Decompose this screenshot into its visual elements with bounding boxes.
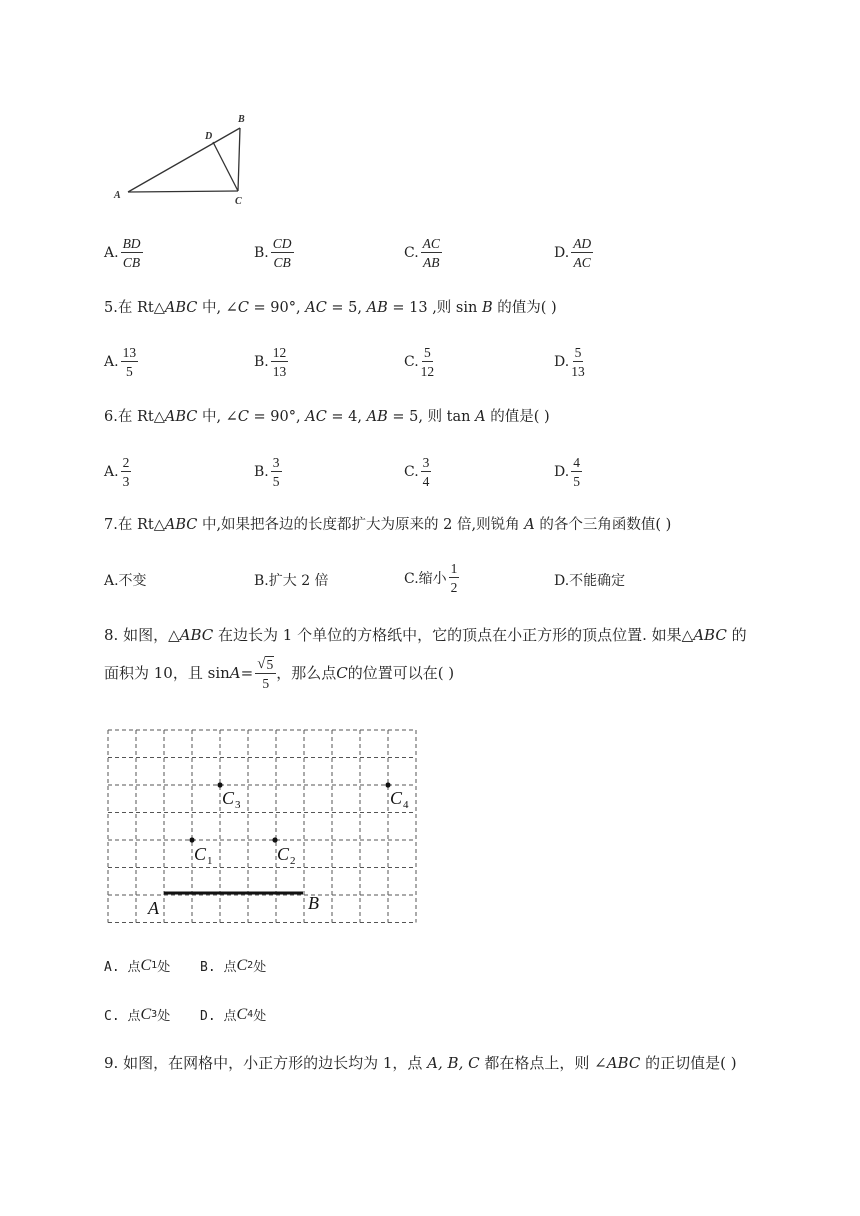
point-c1 bbox=[189, 837, 194, 842]
q5-option-c[interactable] bbox=[404, 345, 434, 379]
label-b: B bbox=[238, 114, 245, 125]
q6-stem: 6.在 Rt△ABC 中, ∠C = 90°, AC = 4, AB = 5, 则 tan A 的值是( ) bbox=[104, 409, 550, 425]
q6-option-d[interactable] bbox=[554, 455, 582, 489]
option-letter: A. bbox=[104, 245, 119, 261]
q5-option-b[interactable] bbox=[254, 345, 288, 379]
q7-option-d[interactable]: D.不能确定 bbox=[554, 573, 626, 589]
q6-option-b[interactable] bbox=[254, 455, 282, 489]
segment-cd bbox=[213, 142, 238, 191]
grid-label-a: A bbox=[148, 898, 159, 918]
numerator: 2 bbox=[122, 455, 130, 470]
denominator: 13 bbox=[272, 364, 287, 379]
numerator: 3 bbox=[272, 455, 280, 470]
denominator: CB bbox=[273, 255, 291, 270]
numerator: AC bbox=[422, 236, 440, 251]
option-letter: D. bbox=[554, 245, 570, 261]
option-letter: B. bbox=[254, 245, 269, 261]
denominator: 2 bbox=[450, 580, 458, 595]
grid-label-c2-sub: 2 bbox=[290, 855, 296, 867]
grid-label-b: B bbox=[308, 893, 319, 913]
label-d: D bbox=[205, 131, 213, 142]
q4-option-a[interactable] bbox=[104, 236, 143, 270]
q6-option-c[interactable] bbox=[404, 455, 431, 489]
label-c: C bbox=[235, 196, 242, 207]
denominator: AC bbox=[573, 255, 591, 270]
q4-option-b[interactable] bbox=[254, 236, 294, 270]
denominator: CB bbox=[122, 255, 141, 270]
q8-option-d[interactable]: D. 点 C 4 处 bbox=[200, 1005, 267, 1024]
segment-bc bbox=[238, 128, 240, 191]
sqrt-icon: √ bbox=[257, 656, 266, 672]
denominator: 5 bbox=[125, 364, 133, 379]
q7-option-c[interactable] bbox=[404, 561, 459, 595]
option-letter: B. bbox=[254, 464, 269, 480]
numerator: 5 bbox=[424, 345, 431, 360]
numerator: AD bbox=[573, 236, 592, 251]
denominator: 3 bbox=[122, 474, 130, 489]
q4-option-d[interactable] bbox=[554, 236, 593, 270]
denominator: 12 bbox=[420, 364, 435, 379]
option-letter: D. bbox=[554, 354, 570, 370]
q9-stem: 9. 如图，在网格中，小正方形的边长均为 1，点 A, B, C 都在格点上，则 ∠ABC 的正切值是( ) bbox=[104, 1054, 737, 1072]
option-letter: C. bbox=[404, 354, 419, 370]
segment-ab bbox=[128, 128, 240, 192]
option-letter: A. bbox=[104, 354, 119, 370]
option-letter: A. bbox=[104, 464, 119, 480]
grid-label-c4: C bbox=[390, 788, 403, 808]
q8-stem-line1: 8. 如图，△ABC 在边长为 1 个单位的方格纸中，它的顶点在小正方形的顶点位置. 如果△ABC 的 bbox=[104, 626, 747, 644]
grid-label-c1: C bbox=[194, 844, 207, 864]
numerator: 4 bbox=[573, 455, 580, 470]
grid-label-c4-sub: 4 bbox=[403, 799, 409, 811]
point-c2 bbox=[272, 837, 277, 842]
point-c3 bbox=[217, 782, 222, 787]
denominator: 5 bbox=[573, 474, 580, 489]
option-text: C.缩小 bbox=[404, 571, 447, 587]
option-letter: C. bbox=[404, 245, 419, 261]
numerator: 5 bbox=[574, 345, 582, 360]
sqrt5-over-5-fraction: √ 5 5 bbox=[255, 656, 276, 691]
numerator: 1 bbox=[450, 561, 458, 576]
option-letter: D. bbox=[554, 464, 570, 480]
denominator: 4 bbox=[422, 474, 430, 489]
numerator: 12 bbox=[272, 345, 287, 360]
q5-stem: 5.在 Rt△ABC 中, ∠C = 90°, AC = 5, AB = 13 ,则 sin B 的值为( ) bbox=[104, 300, 557, 316]
numerator: CD bbox=[272, 236, 292, 251]
option-letter: C. bbox=[404, 464, 419, 480]
q4-option-c[interactable] bbox=[404, 236, 442, 270]
q5-option-d[interactable] bbox=[554, 345, 585, 379]
q6-option-a[interactable] bbox=[104, 455, 131, 489]
q7-option-b[interactable]: B.扩大 2 倍 bbox=[254, 573, 329, 589]
q8-grid-figure bbox=[106, 726, 418, 926]
numerator: 3 bbox=[422, 455, 430, 470]
q8-option-c[interactable]: C. 点 C 3 处 bbox=[104, 1005, 171, 1024]
label-a: A bbox=[114, 190, 121, 201]
grid-label-c3: C bbox=[222, 788, 235, 808]
point-c4 bbox=[385, 782, 390, 787]
grid-label-c3-sub: 3 bbox=[235, 799, 241, 811]
q7-stem: 7.在 Rt△ABC 中,如果把各边的长度都扩大为原来的 2 倍,则锐角 A 的各个三角函数值( ) bbox=[104, 517, 672, 533]
q7-option-a[interactable]: A.不变 bbox=[104, 573, 147, 589]
segment-ac bbox=[128, 191, 238, 192]
q8-stem-line2: 面积为 10，且 sin A = √ 5 5 ，那么点 C 的位置可以在( ) bbox=[104, 656, 455, 691]
q5-option-a[interactable] bbox=[104, 345, 138, 379]
numerator: 13 bbox=[122, 345, 137, 360]
grid-label-c1-sub: 1 bbox=[207, 855, 213, 867]
denominator: 5 bbox=[272, 474, 280, 489]
denominator: 13 bbox=[571, 364, 585, 379]
grid-label-c2: C bbox=[277, 844, 290, 864]
numerator: BD bbox=[122, 236, 141, 251]
q4-triangle-figure bbox=[110, 108, 260, 208]
q8-option-a[interactable]: A. 点 C 1 处 bbox=[104, 956, 171, 975]
option-letter: B. bbox=[254, 354, 269, 370]
q8-option-b[interactable]: B. 点 C 2 处 bbox=[200, 956, 267, 975]
denominator: AB bbox=[423, 255, 440, 270]
